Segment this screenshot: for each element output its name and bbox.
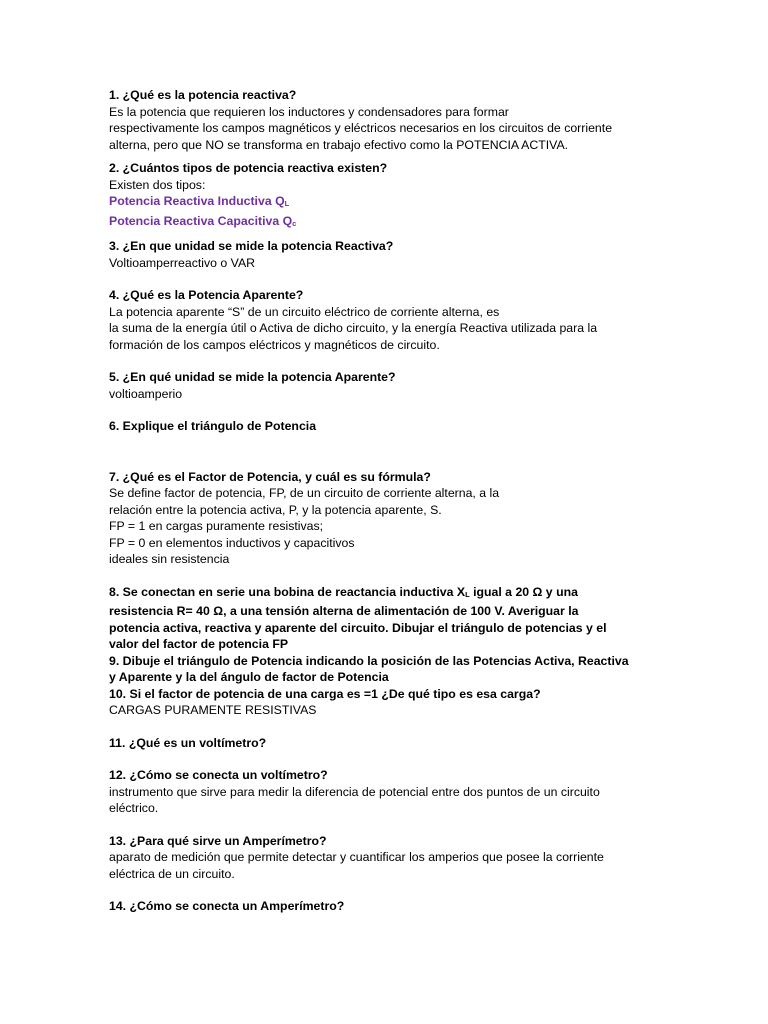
answer-7-line-4: FP = 0 en elementos inductivos y capacitivos <box>109 535 355 550</box>
question-2-block <box>109 160 649 232</box>
question-3-block <box>109 238 649 271</box>
question-10-block <box>109 686 649 719</box>
answer-7-line-3: FP = 1 en cargas puramente resistivas; <box>109 519 324 533</box>
answer-4-line-3: formación de los campos eléctricos y magnéticos de circuito. <box>109 337 440 352</box>
answer-10: CARGAS PURAMENTE RESISTIVAS <box>109 703 317 717</box>
question-11-block <box>109 735 649 752</box>
question-8-line-2: resistencia R= 40 Ω, a una tensión alterna de alimentación de 100 V. Averiguar la <box>109 604 579 618</box>
answer-1-line-2: respectivamente los campos magnéticos y eléctricos necesarios en los circuitos de corriente <box>109 121 613 135</box>
question-13-block <box>109 833 649 883</box>
question-8-subscript: L <box>465 589 470 599</box>
question-8-line-3: potencia activa, reactiva y aparente del circuito. Dibujar el triángulo de potencias y el <box>109 620 607 635</box>
question-12: 12. ¿Cómo se conecta un voltímetro? <box>109 768 328 782</box>
reactive-type-capacitive-subscript: c <box>292 218 297 228</box>
answer-4-line-2: la suma de la energía útil o Activa de dicho circuito, y la energía Reactiva utilizada para la <box>109 321 598 335</box>
question-14-block <box>109 898 649 915</box>
answer-3: Voltioamperreactivo o VAR <box>109 255 256 270</box>
answer-1-line-3: alterna, pero que NO se transforma en trabajo efectivo como la POTENCIA ACTIVA. <box>109 137 569 152</box>
answer-1-line-1: Es la potencia que requieren los inductores y condensadores para formar <box>109 104 509 119</box>
question-1: 1. ¿Qué es la potencia reactiva? <box>109 88 297 102</box>
answer-13-line-1: aparato de medición que permite detectar y cuantificar los amperios que posee la corriente <box>109 850 604 864</box>
answer-7-line-5: ideales sin resistencia <box>109 552 230 566</box>
answer-12-line-1: instrumento que sirve para medir la diferencia de potencial entre dos puntos de un circuito <box>109 784 600 799</box>
question-6-block <box>109 418 649 435</box>
question-14: 14. ¿Cómo se conecta un Amperímetro? <box>109 899 345 913</box>
answer-7-line-1: Se define factor de potencia, FP, de un circuito de corriente alterna, a la <box>109 486 500 500</box>
question-3: 3. ¿En que unidad se mide la potencia Reactiva? <box>109 239 394 253</box>
question-9-block <box>109 653 649 686</box>
question-7-block <box>109 469 649 568</box>
question-1-block <box>109 87 649 153</box>
document-body <box>109 87 649 915</box>
answer-5: voltioamperio <box>109 386 183 401</box>
reactive-type-capacitive-label: Potencia Reactiva Capacitiva Q <box>109 213 293 228</box>
question-7: 7. ¿Qué es el Factor de Potencia, y cuál es su fórmula? <box>109 469 431 484</box>
question-4: 4. ¿Qué es la Potencia Aparente? <box>109 288 304 302</box>
reactive-type-inductive <box>109 193 649 213</box>
answer-12-line-2: eléctrico. <box>109 801 159 815</box>
reactive-type-inductive-label: Potencia Reactiva Inductiva Q <box>109 194 285 208</box>
question-8-line-4: valor del factor de potencia FP <box>109 637 289 651</box>
answer-13-line-2: eléctrica de un circuito. <box>109 866 235 881</box>
reactive-type-inductive-subscript: L <box>284 199 290 208</box>
reactive-type-capacitive <box>109 213 649 233</box>
question-9-line-2: y Aparente y la del ángulo de factor de Potencia <box>109 670 389 684</box>
answer-7-line-2: relación entre la potencia activa, P, y la potencia aparente, S. <box>109 502 442 517</box>
question-11: 11. ¿Qué es un voltímetro? <box>109 735 267 750</box>
question-2: 2. ¿Cuántos tipos de potencia reactiva existen? <box>109 161 388 175</box>
question-8-block <box>109 584 649 653</box>
question-5-block <box>109 369 649 402</box>
question-10: 10. Si el factor de potencia de una carga es =1 ¿De qué tipo es esa carga? <box>109 686 541 701</box>
question-6: 6. Explique el triángulo de Potencia <box>109 419 317 433</box>
question-8-line-1 <box>109 584 649 604</box>
question-5: 5. ¿En qué unidad se mide la potencia Aparente? <box>109 370 396 384</box>
question-8-pre: 8. Se conectan en serie una bobina de reactancia inductiva X <box>109 584 466 599</box>
question-8-post: igual a 20 Ω y una <box>469 584 578 599</box>
question-12-block <box>109 767 649 817</box>
question-9-line-1: 9. Dibuje el triángulo de Potencia indicando la posición de las Potencias Activa, Reactiva <box>109 653 629 668</box>
question-13: 13. ¿Para qué sirve un Amperímetro? <box>109 833 327 848</box>
answer-4-line-1: La potencia aparente “S” de un circuito eléctrico de corriente alterna, es <box>109 304 500 319</box>
question-4-block <box>109 287 649 353</box>
answer-2-intro: Existen dos tipos: <box>109 177 206 192</box>
